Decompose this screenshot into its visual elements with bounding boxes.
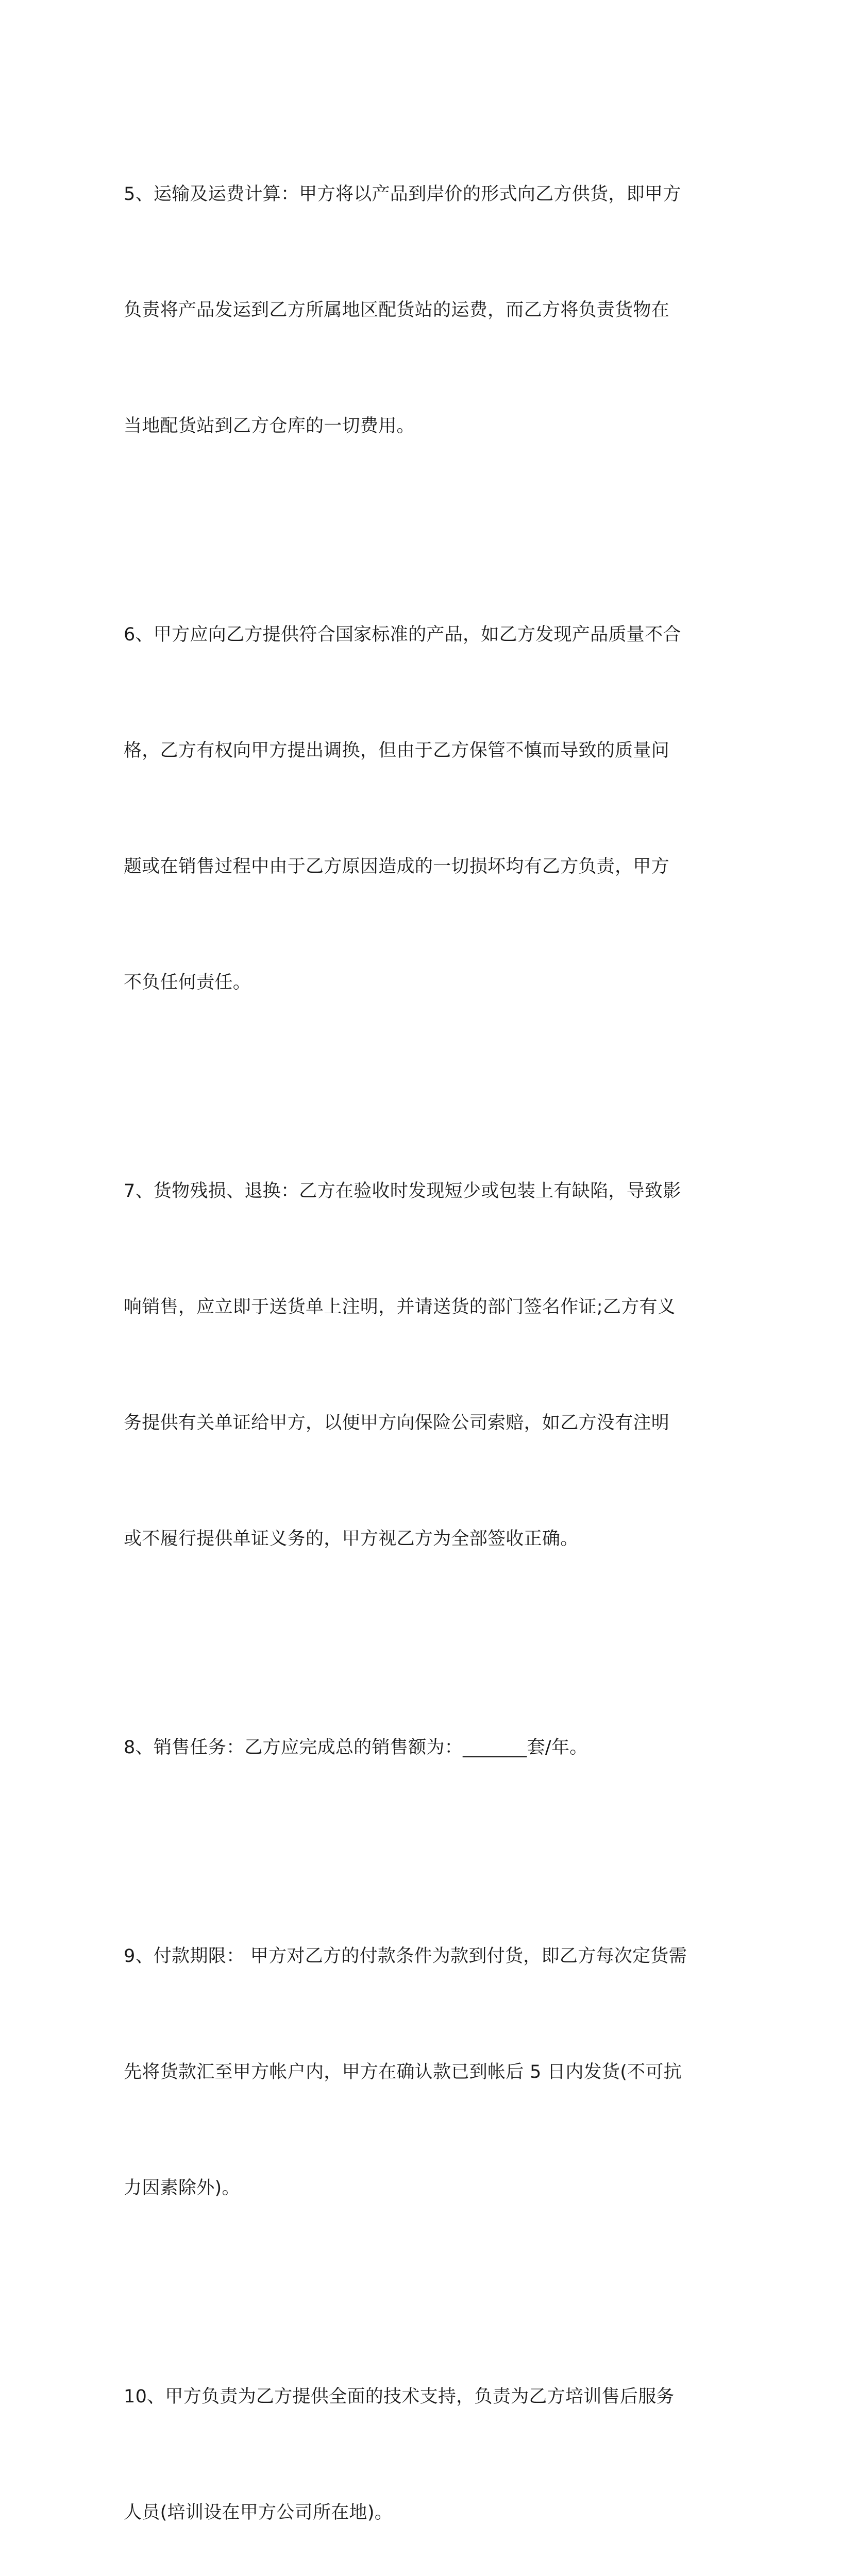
clause-8: [124, 1651, 721, 1844]
text-line: 先将货款汇至甲方帐户内，甲方在确认款已到帐后 5 日内发货(不可抗: [124, 2062, 682, 2082]
text-line: 当地配货站到乙方仓库的一切费用。: [124, 416, 415, 436]
clause-10: [124, 2300, 721, 2576]
text-line: 7、货物残损、退换：乙方在验收时发现短少或包装上有缺陷，导致影: [124, 1181, 681, 1201]
text-line: 负责将产品发运到乙方所属地区配货站的运费，而乙方将负责货物在: [124, 300, 670, 320]
text-line: 8、销售任务：乙方应完成总的销售额为：_______套/年。: [124, 1737, 588, 1758]
clause-7: [124, 1095, 721, 1636]
clause-6: [124, 538, 721, 1079]
text-line: 5、运输及运费计算：甲方将以产品到岸价的形式向乙方供货，即甲方: [124, 184, 681, 205]
text-line: 9、付款期限： 甲方对乙方的付款条件为款到付货，即乙方每次定货需: [124, 1946, 687, 1967]
text-line: 务提供有关单证给甲方，以便甲方向保险公司索赔，如乙方没有注明: [124, 1413, 670, 1433]
text-line: 响销售，应立即于送货单上注明，并请送货的部门签名作证;乙方有义: [124, 1297, 676, 1317]
text-line: 或不履行提供单证义务的，甲方视乙方为全部签收正确。: [124, 1529, 579, 1549]
clause-9: [124, 1860, 721, 2285]
text-line: 10、甲方负责为乙方提供全面的技术支持，负责为乙方培训售后服务: [124, 2386, 675, 2407]
text-line: 人员(培训设在甲方公司所在地)。: [124, 2502, 393, 2523]
text-line: 题或在销售过程中由于乙方原因造成的一切损坏均有乙方负责，甲方: [124, 856, 670, 877]
text-line: 格，乙方有权向甲方提出调换，但由于乙方保管不慎而导致的质量问: [124, 740, 670, 761]
document-body: [124, 98, 721, 2576]
text-line: 力因素除外)。: [124, 2178, 240, 2198]
text-line: 不负任何责任。: [124, 972, 251, 993]
text-line: 6、甲方应向乙方提供符合国家标准的产品，如乙方发现产品质量不合: [124, 624, 681, 645]
clause-5: [124, 98, 721, 523]
